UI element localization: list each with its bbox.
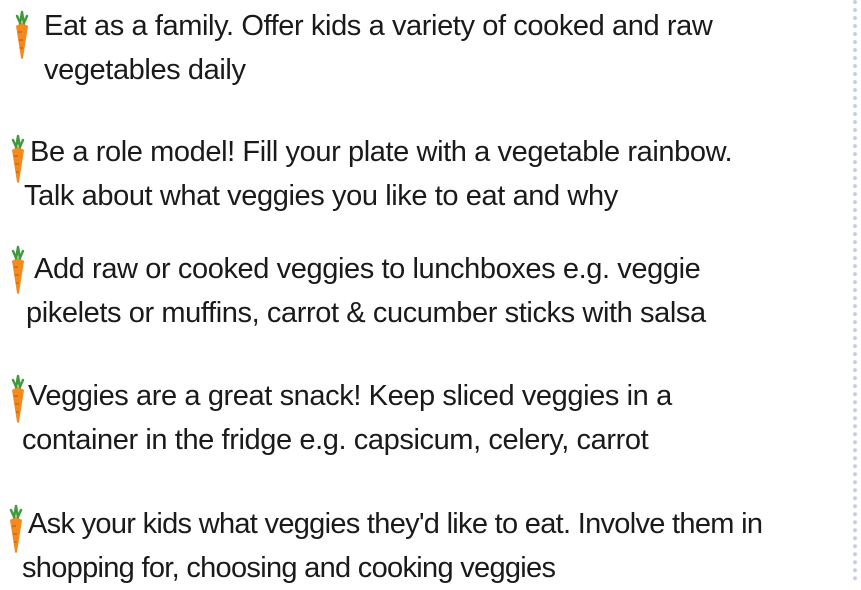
carrot-icon xyxy=(8,374,28,424)
tip-line: Eat as a family. Offer kids a variety of cooked and raw xyxy=(44,10,713,42)
tip-line: pikelets or muffins, carrot & cucumber sticks with salsa xyxy=(26,297,706,329)
tip-text xyxy=(22,374,672,462)
tip-item xyxy=(0,130,852,222)
carrot-icon xyxy=(12,10,32,60)
tip-text xyxy=(44,4,712,92)
tip-item xyxy=(0,243,852,335)
tip-text xyxy=(22,502,763,590)
tip-text xyxy=(24,130,733,218)
carrot-icon xyxy=(8,245,28,295)
tip-item xyxy=(0,370,852,462)
tip-line: container in the fridge e.g. capsicum, celery, carrot xyxy=(22,424,649,456)
tip-line: shopping for, choosing and cooking veggies xyxy=(22,552,556,584)
tip-line: Veggies are a great snack! Keep sliced veggies in a xyxy=(28,380,672,412)
tip-line: vegetables daily xyxy=(44,54,246,86)
tip-line: Add raw or cooked veggies to lunchboxes e.g. veggie xyxy=(34,253,701,285)
tip-item xyxy=(0,500,852,584)
dotted-border xyxy=(853,0,857,581)
tip-text xyxy=(26,247,706,335)
tip-line: Talk about what veggies you like to eat and why xyxy=(24,180,618,212)
tip-line: Be a role model! Fill your plate with a vegetable rainbow. xyxy=(30,136,733,168)
tip-line: Ask your kids what veggies they'd like to eat. Involve them in xyxy=(28,508,763,540)
tip-item xyxy=(0,6,852,98)
